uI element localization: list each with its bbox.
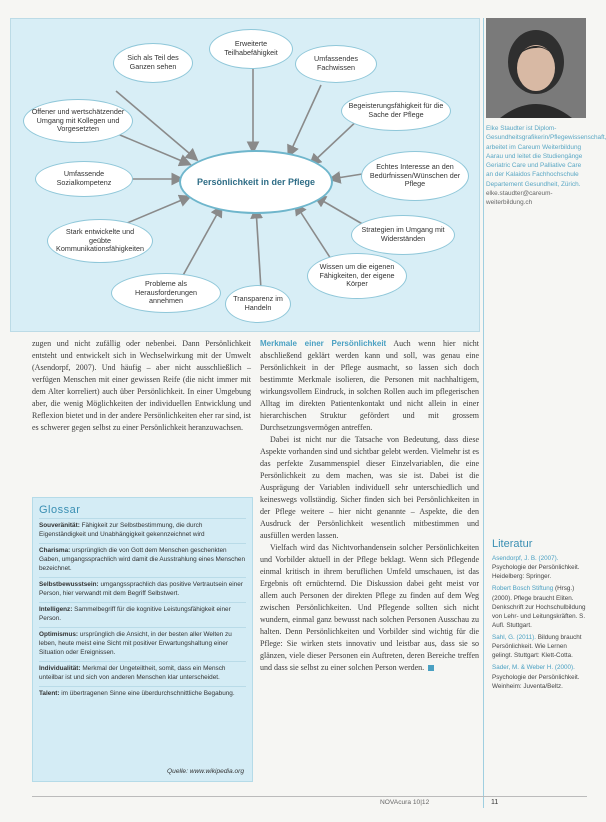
glossary-definition: umgangssprachlich das positive Vertrautsein einer Person, hier verwandt mit dem Begriff Selbstwert. [39,580,243,597]
literature-item [492,584,588,630]
glossary-entry [39,518,246,543]
footer-journal: NOVAcura 10|12 [380,799,430,806]
author-portrait-icon [486,18,586,118]
diagram-node: Umfassendes Fachwissen [295,45,377,83]
literature-title: Literatur [492,538,533,550]
diagram-node: Stark entwickelte und geübte Kommunikationsfähigkeiten [47,219,153,263]
glossary-definition: ursprünglich die Ansicht, in der besten aller Welten zu leben, heute meist eine Sicht mit positiver Erwartungshaltung einer Situation oder Ereignissen. [39,630,232,656]
diagram-node: Erweiterte Teilhabefähigkeit [209,29,293,69]
literature-text: (Hrsg.) (2000). Pflege braucht Eliten. Denkschrift zur Hochschulbildung von Lehr- und Leitungskräften. S. Aufl. Stuttgart. [492,585,586,629]
glossary-entry [39,577,246,602]
column-divider [483,18,484,808]
literature-author: Sader, M. & Weber H. (2000). [492,664,575,672]
literature-author: Sahl, G. (2011). [492,634,536,641]
diagram-node: Begeisterungsfähigkeit für die Sache der Pflege [341,91,451,131]
glossary-term: Talent: [39,689,60,697]
text-column-left [32,338,251,434]
glossary-definition: Fähigkeit zur Selbstbestimmung, die durch Eigenständigkeit und Unabhängigkeit gekennzeichnet wird [39,522,205,538]
author-caption [486,124,606,208]
glossary-entry [39,543,246,577]
diagram-node: Strategien im Umgang mit Widerständen [351,215,455,255]
glossary-title: Glossar [39,504,81,516]
literature-author: Robert Bosch Stiftung [492,585,554,593]
glossary-term: Charisma: [39,546,71,554]
glossary-definition: Sammelbegriff für die kognitive Leistungsfähigkeit einer Person. [39,605,231,622]
end-mark-icon [428,665,434,671]
glossary-entry [39,627,246,661]
diagram-node: Umfassende Sozialkompetenz [35,161,133,197]
diagram-node: Offener und wertschätzender Umgang mit Kollegen und Vorgesetzten [23,99,133,143]
glossary-term: Individualität: [39,664,81,672]
glossary-term: Intelligenz: [39,605,73,613]
body-paragraph: Vielfach wird das Nichtvorhandensein solcher Persönlichkeiten und Vorbilder aktuell in der Pflege beklagt. Wenn sich Pflegende einmal kritisch in ihrem beruflichen Umfeld umschauen, ist das Ergebnis oft ernüchternd. Die Diskussion dabei geht meist vor allem auch Personen der direkten Pflege zu finden auf dem Weg zwischen Persönlichkeiten. Und Pflegende sollten sich nicht wundern, einmal ganz bewusst nach solchen Personen Ausschau zu halten. Denn Persönlichkeiten und Vorbilder sind wichtig für die Pflege: Sie wirken stets innovativ und leistbar aus, dass sie so glänzen, viele dieser Personen ein Auftreten, deren Bereiche treffen und dass sie selbst zu einer solchen Person werden. [260,543,479,672]
text-column-right [260,338,479,674]
literature-box [492,538,588,694]
glossary-box [32,497,253,782]
footer-divider [32,796,587,797]
literature-text: Bildung braucht Persönlichkeit. Wie Lernen gelingt. Stuttgart: Klett-Cotta. [492,634,582,660]
glossary-entry [39,686,246,702]
author-name: Elke Staudter [486,125,525,132]
page-number: 11 [491,799,499,806]
glossary-term: Selbstbewusstsein: [39,580,99,588]
glossary-term: Optimismus: [39,630,79,638]
author-photo [486,18,586,118]
diagram-center-node: Persönlichkeit in der Pflege [179,150,333,214]
diagram-node: Sich als Teil des Ganzen sehen [113,43,193,83]
section-heading: Merkmale einer Persönlichkeit [260,339,387,348]
diagram-node: Probleme als Herausforderungen annehmen [111,273,221,313]
diagram-node: Echtes Interesse an den Bedürfnissen/Wünschen der Pflege [361,151,469,201]
literature-item [492,633,588,660]
literature-author: Asendorpf, J. B. (2007). [492,555,559,562]
glossary-definition: im übertragenen Sinne eine überdurchschnittliche Begabung. [61,689,235,697]
author-bio: ist Diplom-Gesundheitsgrafikerin/Pflegewissenschaft, arbeitet im Careum Weiterbildung Aarau und leitet die Studiengänge Geriatric Care und Palliative Care an der Kalaidos Fachhochschule Departement Gesundheit, Zürich. [486,125,606,188]
literature-text: Psychologie der Persönlichkeit. Heidelberg: Springer. [492,564,580,581]
glossary-entry [39,661,246,686]
mind-map-diagram [10,18,480,332]
glossary-term: Souveränität: [39,522,80,529]
body-paragraph-last [260,542,479,674]
glossary-source: Quelle: www.wikipedia.org [167,768,244,775]
literature-item [492,554,588,581]
body-paragraph: Dabei ist nicht nur die Tatsache von Bedeutung, dass diese Aspekte vorhanden sind und sichtbar gelebt werden. Vielmehr ist es das perfekte Zusammenspiel dieser Einzelvariablen, die eine Persönlichkeit zu dem machen, was sie ist. Dabei ist die Ausprägung der Variablen individuell sehr unterschiedlich und keineswegs vollständig. Sicher finden sich bei Persönlichkeiten in der Pflege weitere – hier nicht genannte – Aspekte, die den Ausdruck der Persönlichkeit wesentlich mitbestimmen und ausfüllen werden lassen. [260,435,479,540]
diagram-node: Wissen um die eigenen Fähigkeiten, der eigene Körper [307,253,407,299]
literature-text: Psychologie der Persönlichkeit. Weinheim: Juventa/Beltz. [492,673,580,690]
glossary-definition: Merkmal der Ungeteiltheit, somit, dass ein Mensch unteilbar ist und sich von anderen Menschen klar unterscheidet. [39,664,226,681]
body-paragraph: Auch wenn hier nicht abschließend geklärt werden kann und soll, was genau eine Persönlichkeit in der Pflege ausmacht, so lassen sich doch bestimmte Merkmale isolieren, die Personen mit nachhaltigem, wirkungsvollem Eindruck, in solchen Rollen auch im pflegerischen Alltag im direkten Patientenkontakt und nicht allein in einer hierarchischen Struktur gefördert und mit grossem Durchsetzungsvermögen antreffen. [260,339,480,432]
body-paragraph: zugen und nicht zufällig oder nebenbei. Dann Persönlichkeit entsteht und entwickelt sich in Wechselwirkung mit der Umwelt (Asendorpf, 2007). Und häufig – aber nicht ausschließlich – verfügen Menschen mit einer gewissen Reife (die nicht immer mit dem Alter korreliert) auch über Persönlichkeit. In einer Umgebung aber, die wenig Möglichkeiten der individuellen Entwicklung und Reflexion bietet und in der andere Persönlichkeiten eher rar sind, ist es schwerer gegen selbst zu einer Persönlichkeit heranzuwachsen. [32,339,251,432]
diagram-node: Transparenz im Handeln [225,285,291,323]
literature-item [492,663,588,690]
glossary-definition: ursprünglich die von Gott dem Menschen geschenkten Gaben, umgangssprachlich wird damit die Ausstrahlung eines Menschen bezeichnet. [39,546,246,572]
author-email[interactable]: elke.staudter@careum-weiterbildung.ch [486,189,553,207]
glossary-entry [39,602,246,627]
